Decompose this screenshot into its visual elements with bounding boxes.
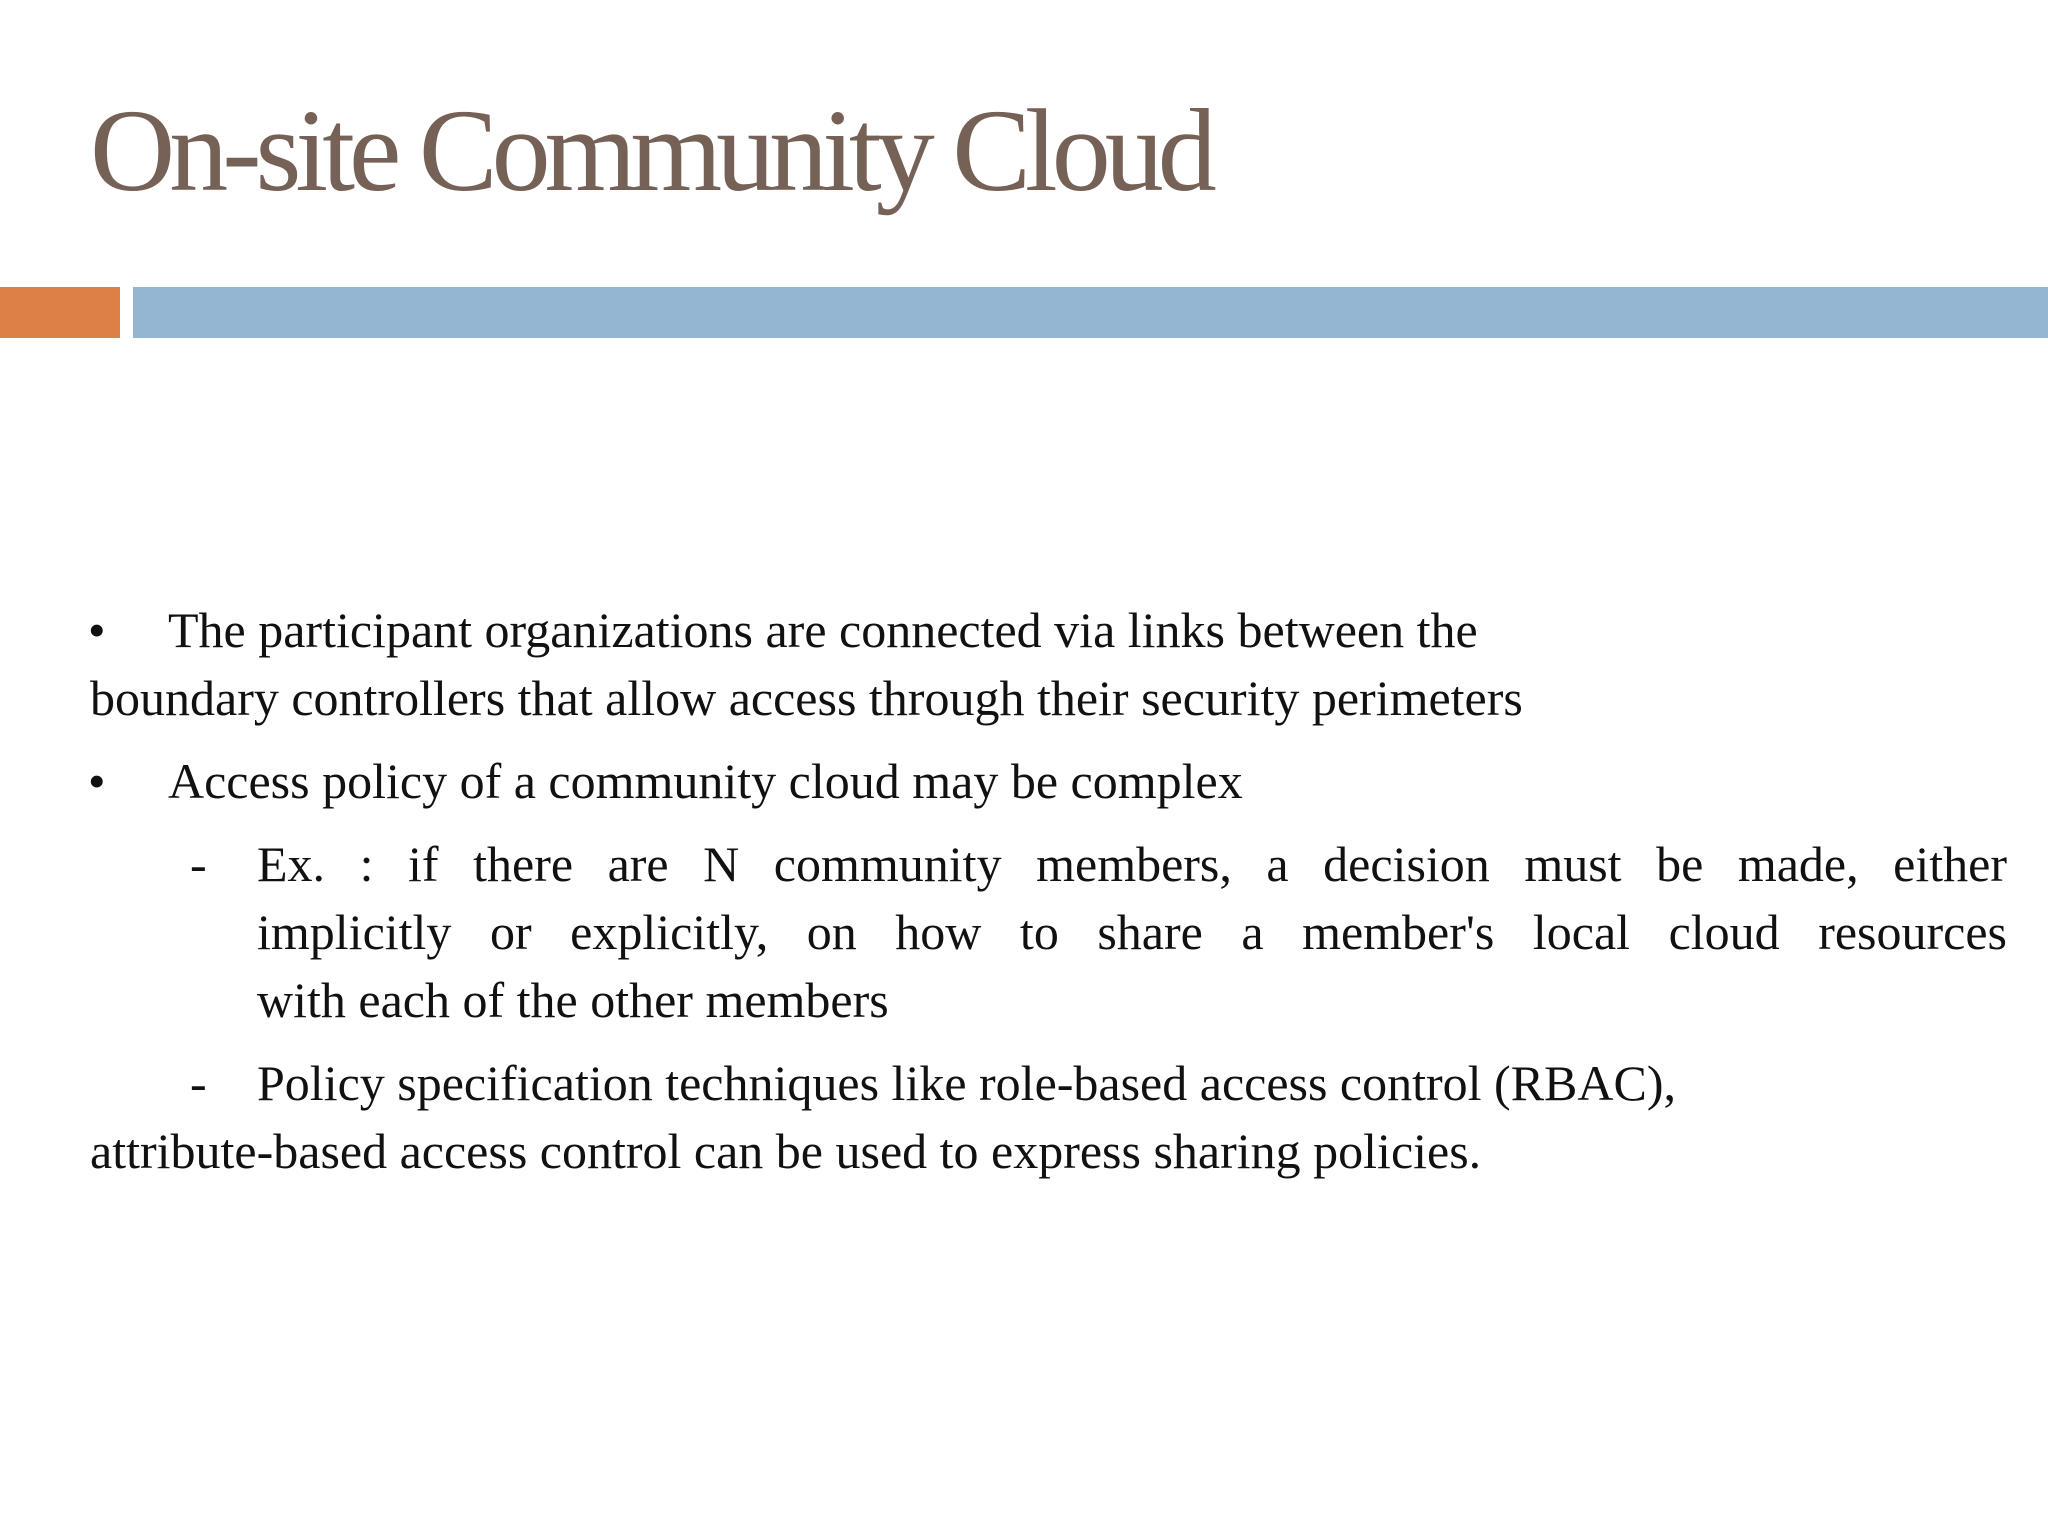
dash-marker: - (190, 1055, 207, 1111)
bullet-1-line-2: boundary controllers that allow access through their security perimeters (90, 670, 1523, 726)
bullet-marker: • (88, 753, 106, 809)
slide-title: On-site Community Cloud (90, 85, 1211, 216)
sub-bullet-2-line-2: attribute-based access control can be used to express sharing policies. (90, 1123, 1482, 1179)
bullet-marker: • (88, 602, 106, 658)
dash-marker: - (190, 836, 207, 892)
sub-bullet-2-line-1: Policy specification techniques like role-based access control (RBAC), (257, 1055, 1677, 1111)
sub-bullet-1-line-3: with each of the other members (257, 972, 889, 1028)
bullet-2-line-1: Access policy of a community cloud may be complex (168, 753, 1243, 809)
accent-bar-orange (0, 287, 120, 338)
bullet-1-line-1: The participant organizations are connected via links between the (168, 602, 1478, 658)
accent-bar-blue (133, 287, 2048, 338)
sub-bullet-1-line-1: Ex. : if there are N community members, a decision must be made, either (257, 836, 2007, 892)
sub-bullet-1-line-2: implicitly or explicitly, on how to share a member's local cloud resources (257, 904, 2007, 960)
